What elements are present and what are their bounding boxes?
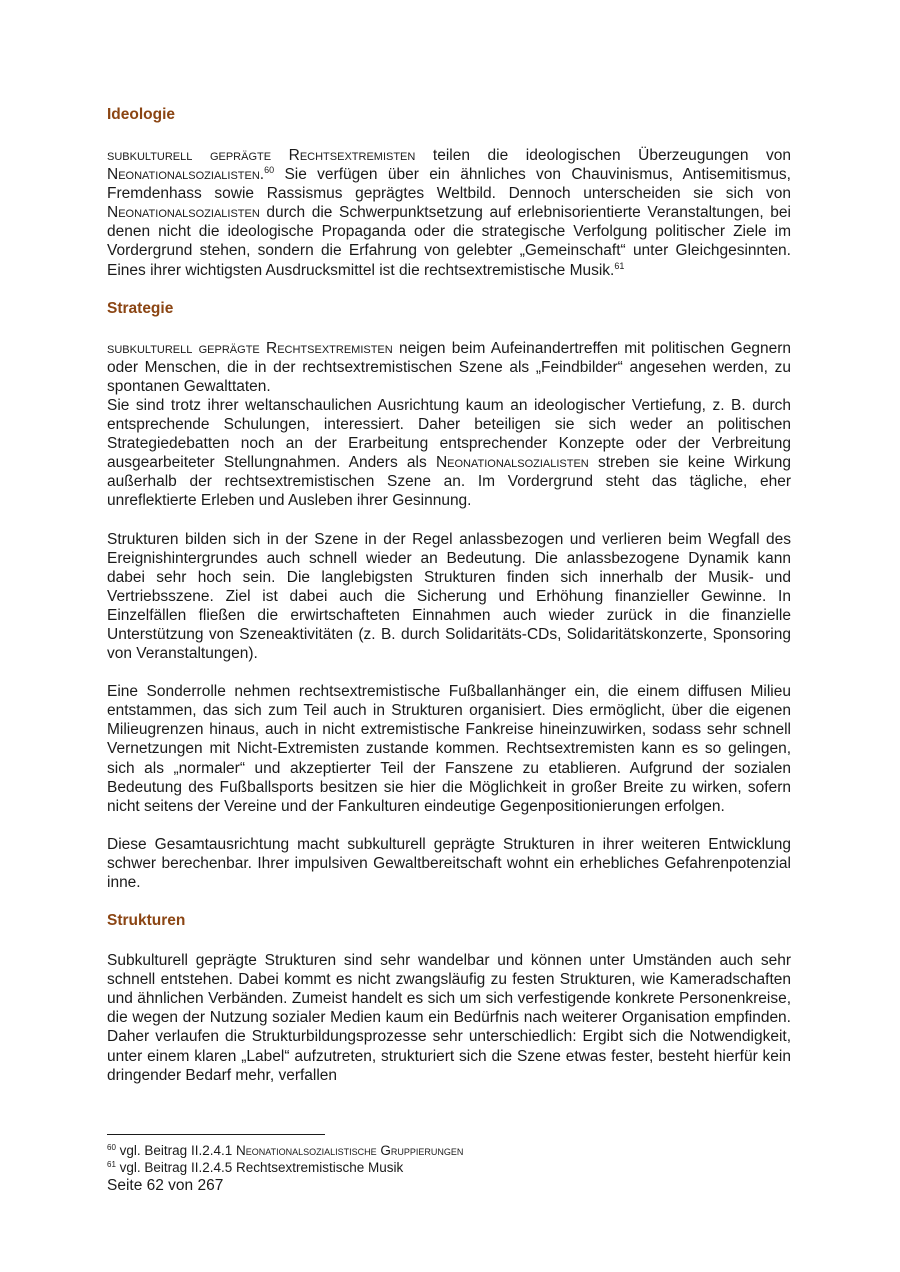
- paragraph-ideologie: subkulturell geprägte Rechtsextremisten teilen die ideologischen Überzeugungen von Neonationalsozialisten.$^{60}$ Sie verfügen über ein ähnliches von Chauvinismus, Antisemitismus, Fremdenhass sowie Rassismus geprägtes Weltbild. Dennoch unterscheiden sie sich von Neonationalsozialisten durch die Schwerpunktsetzung auf erlebnisorientierte Veranstaltungen, bei denen nicht die ideologische Propaganda oder die strategische Verfolgung politischer Ziele im Vordergrund stehen, sondern die Erfahrung von gelebter „Gemeinschaft“ unter Gleichgesinnten. Eines ihrer wichtigsten Ausdrucksmittel ist die rechtsextremistische Musik.$^{61}$: [107, 147, 791, 279]
- paragraph-strategie-4: Eine Sonderrolle nehmen rechtsextremistische Fußballanhänger ein, die einem diffusen Milieu entstammen, das sich zum Teil auch in Strukturen organisiert. Dies ermöglicht, über die eigenen Milieugrenzen hinaus, auch in nicht extremistische Fankreise hineinzuwirken, sodass sehr schnell Vernetzungen mit Nicht-Extremisten zustande kommen. Rechtsextremisten kann es so gelingen, sich als „normaler“ und akzeptierter Teil der Fanszene zu etablieren. Aufgrund der sozialen Bedeutung des Fußballsports besitzen sie hier die Möglichkeit in großer Breite zu wirken, sofern nicht seitens der Vereine und der Fankulturen eindeutige Gegenpositionierungen erfolgen.: [107, 683, 791, 815]
- smallcaps-term: Neonationalsozialisten: [107, 204, 260, 222]
- heading-strategie: Strategie: [107, 299, 174, 317]
- smallcaps-term: Neonationalsozialisten.: [107, 166, 265, 184]
- heading-strukturen: Strukturen: [107, 912, 186, 930]
- paragraph-strategie-3: Strukturen bilden sich in der Szene in der Regel anlassbezogen und verlieren beim Wegfall des Ereignishintergrundes auch schnell wieder an Bedeutung. Die anlassbezogene Dynamik kann dabei sehr hoch sein. Die langlebigsten Strukturen finden sich innerhalb der Musik- und Vertriebsszene. Ziel ist dabei auch die Sicherung und Erhöhung finanzieller Gewinne. In Einzelfällen fließen die erwirtschafteten Einnahmen auch wieder zurück in die finanzielle Unterstützung von Szeneaktivitäten (z. B. durch Solidaritäts-CDs, Solidaritätskonzerte, Sponsoring von Veranstaltungen).: [107, 530, 791, 663]
- page-number: Seite 62 von 267: [107, 1177, 224, 1194]
- footnote-divider: [107, 1134, 325, 1135]
- paragraph-strategie-5: Diese Gesamtausrichtung macht subkulturell geprägte Strukturen in ihrer weiteren Entwicklung schwer berechenbar. Ihrer impulsiven Gewaltbereitschaft wohnt ein erhebliches Gefahrenpotenzial inne.: [107, 835, 791, 891]
- footnote-ref-60: 60: [264, 165, 275, 176]
- paragraph-strategie-2: Sie sind trotz ihrer weltanschaulichen Ausrichtung kaum an ideologischer Vertiefung, z. B. durch entsprechende Schulungen, interessiert. Daher beteiligen sie sich weder an politischen Strategiedebatten noch an der Erarbeitung entsprechender Konzepte oder der Verbreitung ausgearbeiteter Stellungnahmen. Anders als Neonationalsozialisten streben sie keine Wirkung außerhalb der rechtsextremistischen Szene an. Im Vordergrund steht das tägliche, eher unreflektierte Erleben und Ausleben ihrer Gesinnung.: [107, 396, 792, 510]
- footnote-60: $^{60}$ vgl. Beitrag II.2.4.1 Neonationalsozialistische Gruppierungen: [107, 1143, 464, 1158]
- smallcaps-term: Neonationalsozialisten: [435, 454, 589, 472]
- paragraph-strategie-1: subkulturell geprägte Rechtsextremisten neigen beim Aufeinandertreffen mit politischen Gegnern oder Menschen, die in der rechtsextremistischen Szene als „Feindbilder“ angesehen werden, zu spontanen Gewalttaten.: [107, 339, 791, 395]
- smallcaps-term: subkulturell geprägte Rechtsextremisten: [107, 147, 416, 164]
- footnote-ref-61: 61: [614, 260, 625, 271]
- footnotes: [107, 1134, 791, 1195]
- smallcaps-term: subkulturell geprägte Rechtsextremisten: [107, 339, 393, 357]
- footnote-61: $^{61}$ vgl. Beitrag II.2.4.5 Rechtsextremistische Musik: [107, 1160, 404, 1175]
- paragraph-strukturen-1: Subkulturell geprägte Strukturen sind sehr wandelbar und können unter Umständen auch sehr schnell entstehen. Dabei kommt es nicht zwangsläufig zu festen Strukturen, wie Kameradschaften und ähnlichen Verbänden. Zumeist handelt es sich um sich verfestigende konkrete Personenkreise, die wegen der Nutzung sozialer Medien kaum ein Bedürfnis nach weiterer Organisation empfinden. Daher verlaufen die Strukturbildungsprozesse sehr unterschiedlich: Ergibt sich die Notwendigkeit, unter einem klaren „Label“ aufzutreten, strukturiert sich die Szene etwas fester, besteht hierfür kein dringender Bedarf mehr, verfallen: [107, 952, 791, 1084]
- heading-ideologie: Ideologie: [107, 106, 176, 123]
- document-page: [107, 104, 791, 1085]
